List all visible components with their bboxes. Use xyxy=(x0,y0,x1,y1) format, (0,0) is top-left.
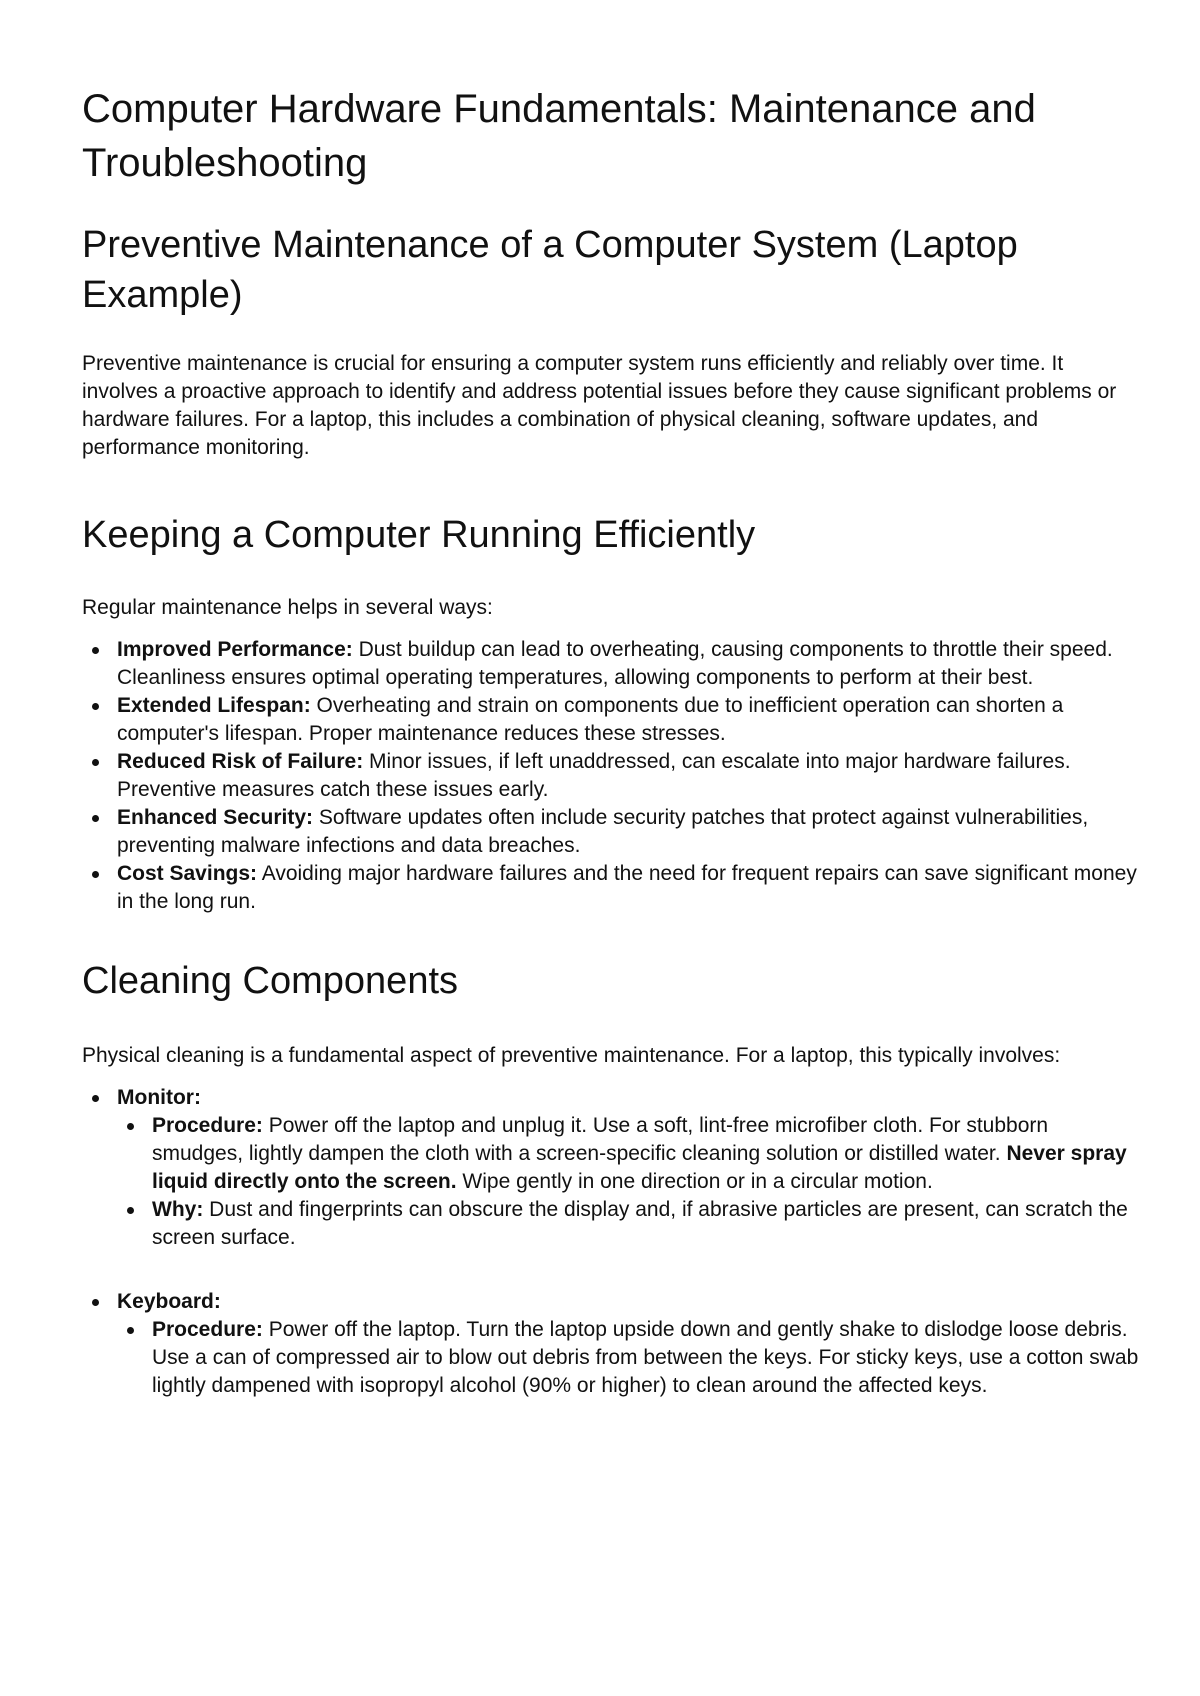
procedure-text-continued: Wipe gently in one direction or in a circular motion. xyxy=(456,1170,933,1193)
cleaning-monitor-list xyxy=(82,1084,1140,1252)
list-item-term: Improved Performance: xyxy=(117,638,353,661)
why-term: Why: xyxy=(152,1198,204,1221)
keyboard-sub-list xyxy=(117,1316,1140,1400)
list-item-text: Avoiding major hardware failures and the need for frequent repairs can save significant money in the long run. xyxy=(117,862,1137,913)
list-item-term: Reduced Risk of Failure: xyxy=(117,750,364,773)
preventive-maintenance-paragraph: Preventive maintenance is crucial for ensuring a computer system runs efficiently and reliably over time. It involves a proactive approach to identify and address potential issues before they cause significant problems or hardware failures. For a laptop, this includes a combination of physical cleaning, software updates, and performance monitoring. xyxy=(82,352,1117,459)
keyboard-label: Keyboard: xyxy=(117,1290,221,1313)
list-item xyxy=(82,748,1140,804)
why-text: Dust and fingerprints can obscure the display and, if abrasive particles are present, can scratch the screen surface. xyxy=(152,1198,1128,1249)
cleaning-intro: Physical cleaning is a fundamental aspect of preventive maintenance. For a laptop, this typically involves: xyxy=(82,1044,1061,1067)
efficiency-benefits-list xyxy=(82,636,1140,916)
procedure-term: Procedure: xyxy=(152,1318,263,1341)
list-item xyxy=(82,636,1140,692)
procedure-warning: Never spray liquid directly onto the screen. xyxy=(152,1142,1127,1193)
list-item-text: Minor issues, if left unaddressed, can escalate into major hardware failures. Preventive measures catch these issues early. xyxy=(117,750,1071,801)
list-item-text: Dust buildup can lead to overheating, causing components to throttle their speed. Cleanliness ensures optimal operating temperatures, allowing components to perform at their best. xyxy=(117,638,1113,689)
procedure-text: Power off the laptop. Turn the laptop upside down and gently shake to dislodge loose debris. Use a can of compressed air to blow out debris from between the keys. For sticky keys, use a cotton swab lightly dampened with isopropyl alcohol (90% or higher) to clean around the affected keys. xyxy=(152,1318,1139,1397)
cleaning-keyboard-list xyxy=(82,1288,1140,1400)
list-item-keyboard xyxy=(82,1288,1140,1400)
list-item xyxy=(82,692,1140,748)
list-item-text: Software updates often include security patches that protect against vulnerabilities, preventing malware infections and data breaches. xyxy=(117,806,1089,857)
section-heading-cleaning-components: Cleaning Components xyxy=(82,960,459,1002)
list-item-term: Cost Savings: xyxy=(117,862,258,885)
list-item-monitor xyxy=(82,1084,1140,1252)
list-item-text: Overheating and strain on components due to inefficient operation can shorten a computer's lifespan. Proper maintenance reduces these stresses. xyxy=(117,694,1064,745)
document-title: Computer Hardware Fundamentals: Maintenance and Troubleshooting xyxy=(82,87,1036,185)
monitor-label: Monitor: xyxy=(117,1086,201,1109)
procedure-text: Power off the laptop and unplug it. Use a soft, lint-free microfiber cloth. For stubborn smudges, lightly dampen the cloth with a screen-specific cleaning solution or distilled water. xyxy=(152,1114,1049,1165)
list-item xyxy=(117,1112,1140,1196)
list-item-term: Enhanced Security: xyxy=(117,806,314,829)
list-item-term: Extended Lifespan: xyxy=(117,694,311,717)
section-heading-running-efficiently: Keeping a Computer Running Efficiently xyxy=(82,514,756,556)
list-item xyxy=(82,804,1140,860)
procedure-term: Procedure: xyxy=(152,1114,263,1137)
section-heading-preventive-maintenance: Preventive Maintenance of a Computer System (Laptop Example) xyxy=(82,224,1018,316)
list-item xyxy=(82,860,1140,916)
efficiency-intro: Regular maintenance helps in several ways: xyxy=(82,596,493,619)
monitor-sub-list xyxy=(117,1112,1140,1252)
list-item xyxy=(117,1196,1140,1252)
list-item xyxy=(117,1316,1140,1400)
